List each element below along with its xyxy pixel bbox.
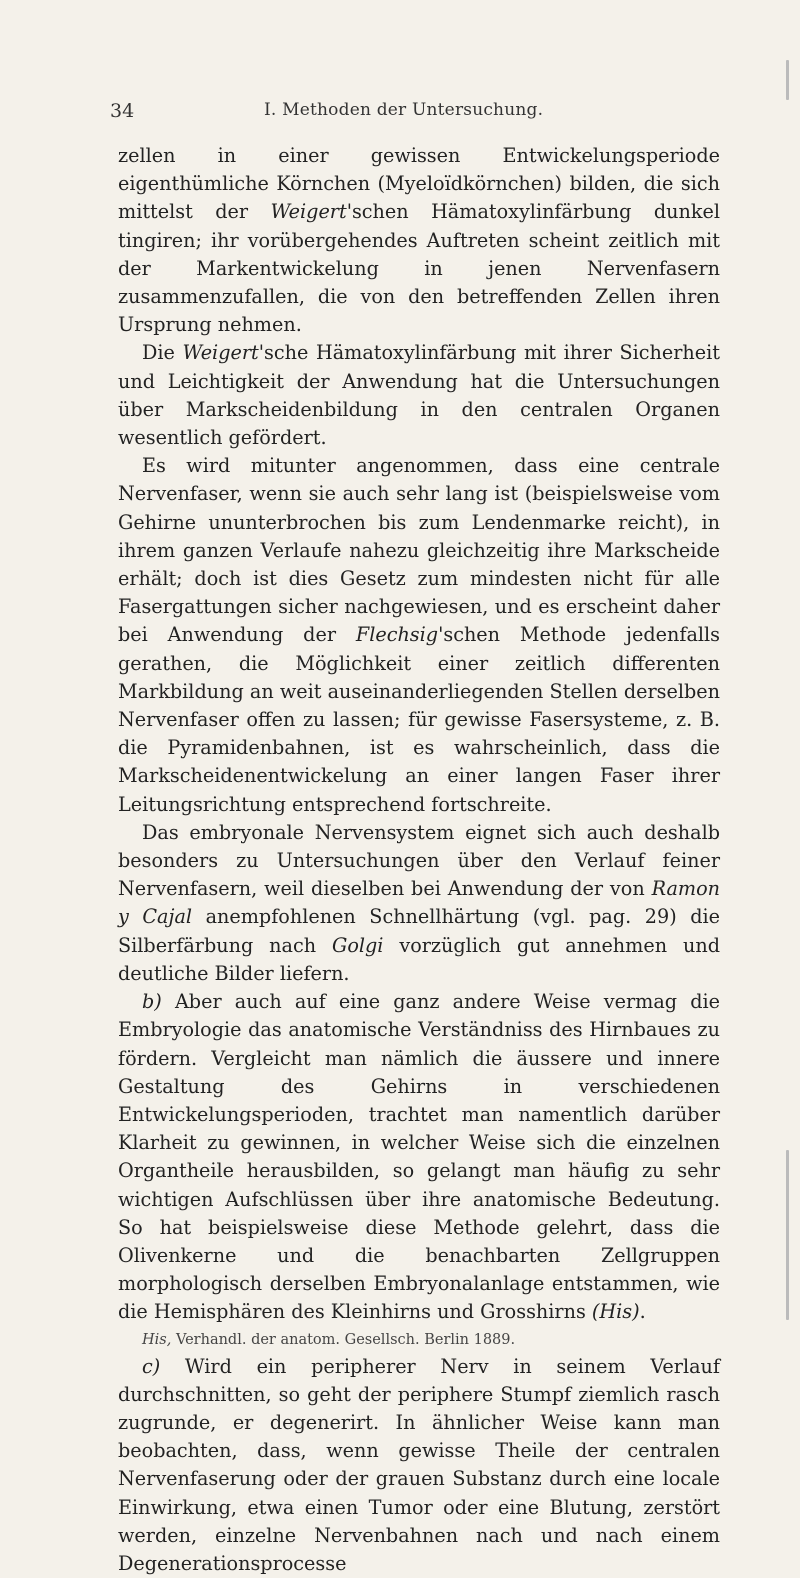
scan-edge-mark [786, 1150, 789, 1320]
paragraph-c-degeneration: c) Wird ein peripherer Nerv in seinem Verlauf durchschnitten, so geht der periphere Stumpf ziemlich rasch zugrunde, er degenerirt. In ähnlicher Weise kann man beobachten, dass, wenn gewisse Theile der centralen Nervenfaserung oder der grauen Substanz durch eine locale Einwirkung, etwa einen Tumor oder eine Blutung, zerstört werden, einzelne Nervenbahnen nach und nach einem Degenerationsprocesse [118, 1354, 720, 1575]
paragraph-weigert: Die Weigert'sche Hämatoxylinfärbung mit ihrer Sicherheit und Leichtigkeit der Anwendung hat die Untersuchungen über Markscheidenbildung in den centralen Organen wesentlich gefördert. [118, 341, 720, 450]
paragraph-continuation: zellen in einer gewissen Entwickelungsperiode eigenthümliche Körnchen (Myeloïdkörnchen) bilden, die sich mittelst der Weigert'schen Hämatoxylinfärbung dunkel tingiren; ihr vorübergehendes Auftreten scheint zeitlich mit der Markentwickelung in jenen Nervenfasern zusammenzufallen, die von den betreffenden Zellen ihren Ursprung nehmen. [118, 144, 720, 337]
body-text [118, 142, 720, 1578]
page-header [110, 100, 706, 126]
reference-his: His, Verhandl. der anatom. Gesellsch. Berlin 1889. [142, 1331, 516, 1348]
page-number: 34 [110, 100, 135, 122]
paragraph-embryonal: Das embryonale Nervensystem eignet sich auch deshalb besonders zu Untersuchungen über den Verlauf feiner Nervenfasern, weil dieselben bei Anwendung der von Ramon y Cajal anempfohlenen Schnellhärtung (vgl. pag. 29) die Silberfärbung nach Golgi vorzüglich gut annehmen und deutliche Bilder liefern. [118, 820, 720, 985]
scan-edge-mark [786, 60, 789, 100]
running-title: I. Methoden der Untersuchung. [264, 100, 544, 120]
paragraph-b-embryologie: b) Aber auch auf eine ganz andere Weise vermag die Embryologie das anatomische Verständniss des Hirnbaues zu fördern. Vergleicht man nämlich die äussere und innere Gestaltung des Gehirns in verschiedenen Entwickelungsperioden, trachtet man namentlich darüber Klarheit zu gewinnen, in welcher Weise sich die einzelnen Organtheile herausbilden, so gelangt man häufig zu sehr wichtigen Aufschlüssen über ihre anatomische Bedeutung. So hat beispielsweise diese Methode gelehrt, dass die Olivenkerne und die benachbarten Zellgruppen morphologisch derselben Embryonalanlage entstammen, wie die Hemisphären des Kleinhirns und Grosshirns (His). [118, 990, 720, 1324]
paragraph-markscheide: Es wird mitunter angenommen, dass eine centrale Nervenfaser, wenn sie auch sehr lang ist (beispielsweise vom Gehirne ununterbrochen bis zum Lendenmarke reicht), in ihrem ganzen Verlaufe nahezu gleichzeitig ihre Markscheide erhält; doch ist dies Gesetz zum mindesten nicht für alle Fasergattungen sicher nachgewiesen, und es erscheint daher bei Anwendung der Flechsig'schen Methode jedenfalls gerathen, die Möglichkeit einer zeitlich differenten Markbildung an weit auseinanderliegenden Stellen derselben Nervenfaser offen zu lassen; für gewisse Fasersysteme, z. B. die Pyramidenbahnen, ist es wahrscheinlich, dass die Markscheidenentwickelung an einer langen Faser ihrer Leitungsrichtung entsprechend fortschreite. [118, 454, 721, 816]
